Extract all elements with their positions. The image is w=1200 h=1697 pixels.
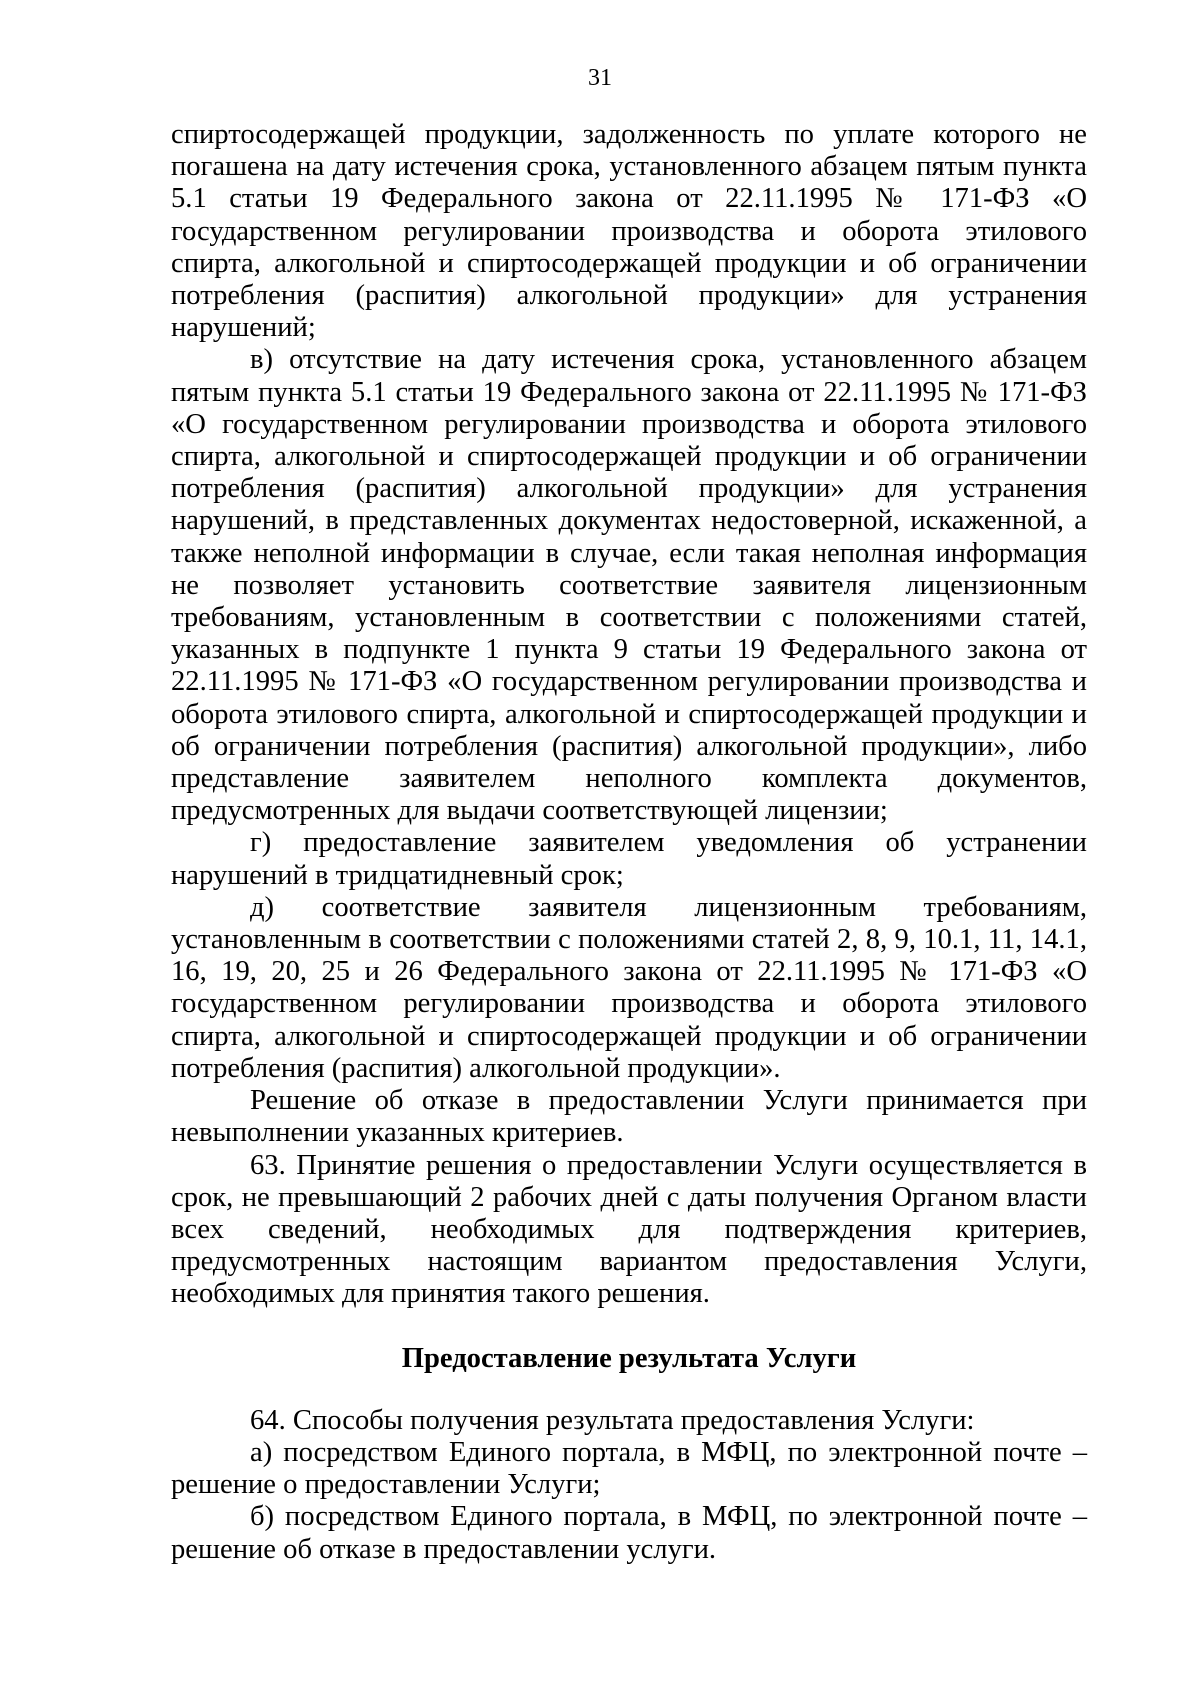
document-body [171, 119, 1087, 1566]
section-heading: Предоставление результата Услуги [401, 1342, 857, 1374]
paragraph-item-a: а) посредством Единого портала, в МФЦ, по электронной почте – решение о предоставлении Услуги; [171, 1436, 1087, 1501]
paragraph-item-b: б) посредством Единого портала, в МФЦ, по электронной почте – решение об отказе в предоставлении услуги. [171, 1501, 1087, 1565]
paragraph-continuation: спиртосодержащей продукции, задолженность по уплате которого не погашена на дату истечения срока, установленного абзацем пятым пункта 5.1 статьи 19 Федерального закона от 22.11.1995 № 171-ФЗ «О государственном регулировании производства и оборота этилового спирта, алкогольной и спиртосодержащей продукции и об ограничении потребления (распития) алкогольной продукции» для устранения нарушений; [171, 119, 1087, 344]
paragraph-63: 63. Принятие решения о предоставлении Услуги осуществляется в срок, не превышающий 2 рабочих дней с даты получения Органом власти всех сведений, необходимых для подтверждения критериев, предусмотренных настоящим вариантом предоставления Услуги, необходимых для принятия такого решения. [171, 1149, 1087, 1310]
paragraph-item-g: г) предоставление заявителем уведомления об устранении нарушений в тридцатидневный срок; [171, 827, 1087, 891]
paragraph-item-v: в) отсутствие на дату истечения срока, установленного абзацем пятым пункта 5.1 статьи 19 Федерального закона от 22.11.1995 № 171-ФЗ «О государственном регулировании производства и оборота этилового спирта, алкогольной и спиртосодержащей продукции и об ограничении потребления (распития) алкогольной продукции» для устранения нарушений, в представленных документах недостоверной, искаженной, а также неполной информации в случае, если такая неполная информация не позволяет установить соответствие заявителя лицензионным требованиям, установленным в соответствии с положениями статей, указанных в подпункте 1 пункта 9 статьи 19 Федерального закона от 22.11.1995 № 171-ФЗ «О государственном регулировании производства и оборота этилового спирта, алкогольной и спиртосодержащей продукции и об ограничении потребления (распития) алкогольной продукции», либо представление заявителем неполного комплекта документов, предусмотренных для выдачи соответствующей лицензии; [171, 344, 1087, 827]
page-number: 31 [588, 65, 612, 91]
paragraph-64: 64. Способы получения результата предоставления Услуги: [250, 1404, 975, 1436]
paragraph-refusal-decision: Решение об отказе в предоставлении Услуги принимается при невыполнении указанных критериев. [171, 1085, 1087, 1149]
paragraph-item-d: д) соответствие заявителя лицензионным требованиям, установленным в соответствии с положениями статей 2, 8, 9, 10.1, 11, 14.1, 16, 19, 20, 25 и 26 Федерального закона от 22.11.1995 № 171-ФЗ «О государственном регулировании производства и оборота этилового спирта, алкогольной и спиртосодержащей продукции и об ограничении потребления (распития) алкогольной продукции». [171, 891, 1087, 1084]
